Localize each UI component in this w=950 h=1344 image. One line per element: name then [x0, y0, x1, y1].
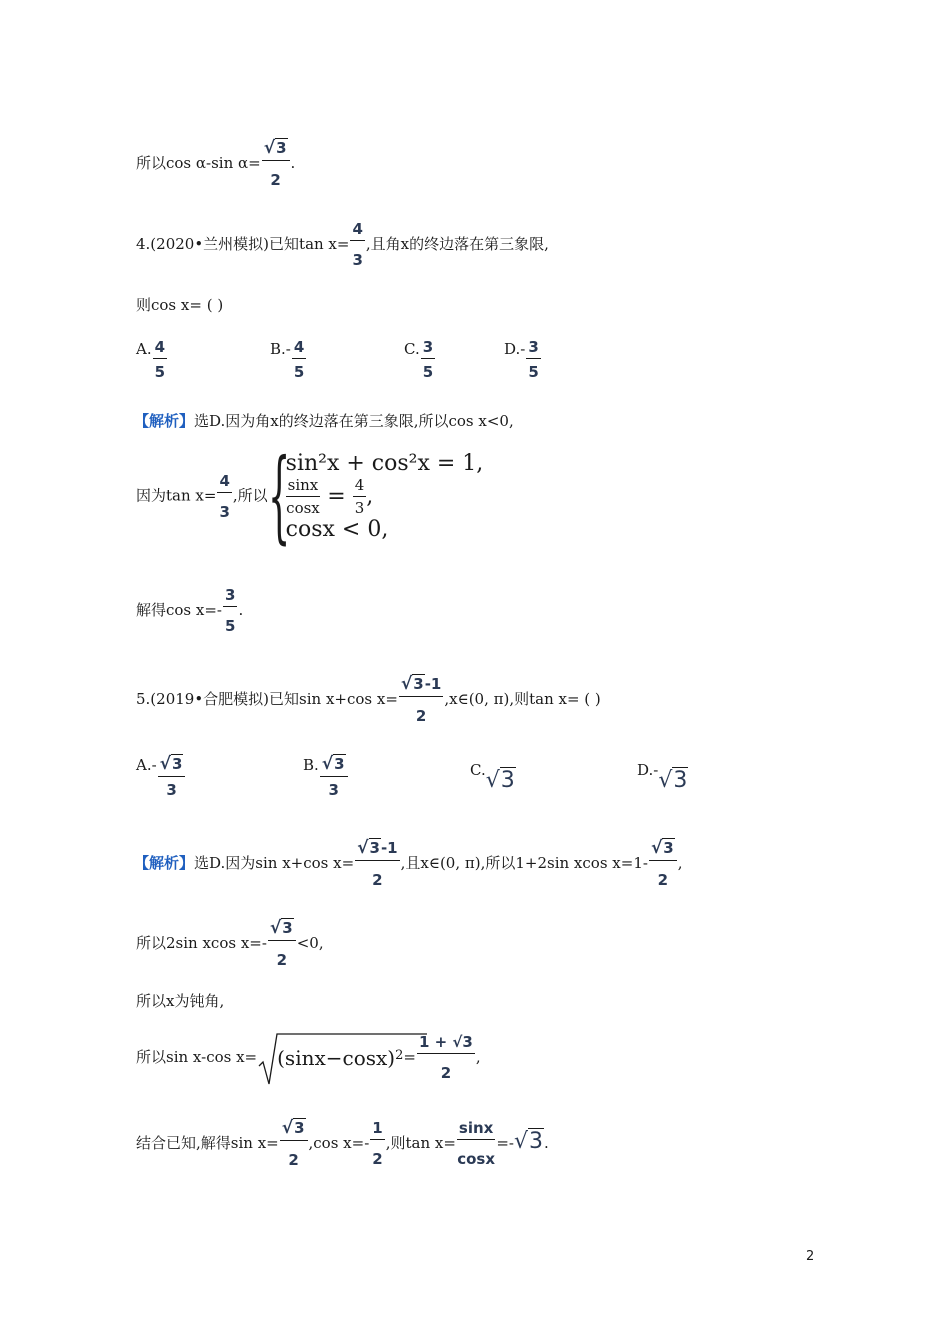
fraction: $\frac{1}{2}$ [372, 1119, 383, 1168]
fraction: $\frac{√3-1}{2}$ [357, 838, 398, 889]
analysis-tag: 【解析】 [134, 854, 195, 872]
analysis-tag: 【解析】 [134, 412, 195, 430]
equation-system: { sin²x + cos²x = 1, $\frac{\sin x}{\cos x}$ = $\frac{4}{3}$ , cosx < 0, [267, 437, 484, 554]
option-b: B. $\frac{√3}{3}$ [303, 756, 349, 798]
question-4-analysis: 【解析】选D.因为角x的终边落在第三象限,所以cos x<0, [134, 412, 514, 430]
fraction: $\frac{4}{3}$ [352, 220, 363, 269]
question-4-stem: 4.(2020•兰州模拟)已知tan x= $\frac{4}{3}$ ,且角x的终边落在第三象限, [136, 220, 549, 269]
page-number: 2 [806, 1249, 815, 1264]
fraction: $\frac{√3-1}{2}$ [400, 674, 442, 725]
question-5-line-3: 所以x为钝角, [136, 992, 225, 1010]
text-line-cos-minus-sin: 所以cos α-sin α= $\frac{√3}{2}$ . [136, 138, 296, 189]
fraction: $\frac{√3}{2}$ [649, 840, 677, 888]
fraction: $\frac{3}{5}$ [225, 586, 236, 635]
question-5-analysis: 【解析】选D.因为sin x+cos x= $\frac{√3-1}{2}$ ,且x∈(0, π),所以1+2sin xcos x=1- $\frac{√3}{2}$ , [134, 838, 683, 889]
left-brace: { [267, 437, 290, 554]
question-5-line-2: 所以2sin xcos x=- $\frac{√3}{2}$ <0, [136, 918, 324, 969]
question-5-line-5: 结合已知,解得sin x= $\frac{√3}{2}$ ,cos x=- $\frac{1}{2}$ ,则tan x= $\frac{\sin x}{\cos x}$ =-√3. [136, 1118, 549, 1169]
fraction: $\frac{1 + √3}{2}$ [418, 1033, 473, 1082]
option-a: A.- $\frac{√3}{3}$ [136, 756, 186, 798]
fraction: $\frac{√3}{2}$ [268, 920, 296, 968]
square-root: √3 [514, 1129, 544, 1154]
square-root: $(\sin x-\cos x)^2$ [257, 1030, 403, 1086]
option-c: C. $\frac{3}{5}$ [404, 338, 434, 381]
option-b: B.- $\frac{4}{5}$ [270, 338, 305, 381]
option-d: D.-√3 [637, 761, 688, 793]
question-4-stem-continued: 则cos x= ( ) [136, 296, 224, 314]
question-5-line-4: 所以sin x-cos x= $(\sin x-\cos x)^2=$ $\frac{1 + √3}{2}$ , [136, 1030, 481, 1086]
fraction: $\frac{\sin x}{\cos x}$ [457, 1119, 496, 1168]
option-a: A. $\frac{4}{5}$ [136, 338, 166, 381]
option-c: C.√3 [470, 761, 515, 793]
question-5-stem: 5.(2019•合肥模拟)已知sin x+cos x= $\frac{√3-1}{2}$ ,x∈(0, π),则tan x= ( ) [136, 674, 601, 725]
question-4-result: 解得cos x=- $\frac{3}{5}$ . [136, 586, 244, 635]
question-4-system: 因为tan x= $\frac{4}{3}$ ,所以 { sin²x + cos²x = 1, $\frac{\sin x}{\cos x}$ = $\frac{4}{3}$ , cosx < 0, [136, 437, 484, 554]
fraction: $\frac{4}{3}$ [219, 471, 230, 521]
fraction: $\frac{√3}{2}$ [262, 140, 290, 188]
fraction: $\frac{√3}{2}$ [280, 1120, 308, 1168]
option-d: D.- $\frac{3}{5}$ [504, 338, 539, 381]
